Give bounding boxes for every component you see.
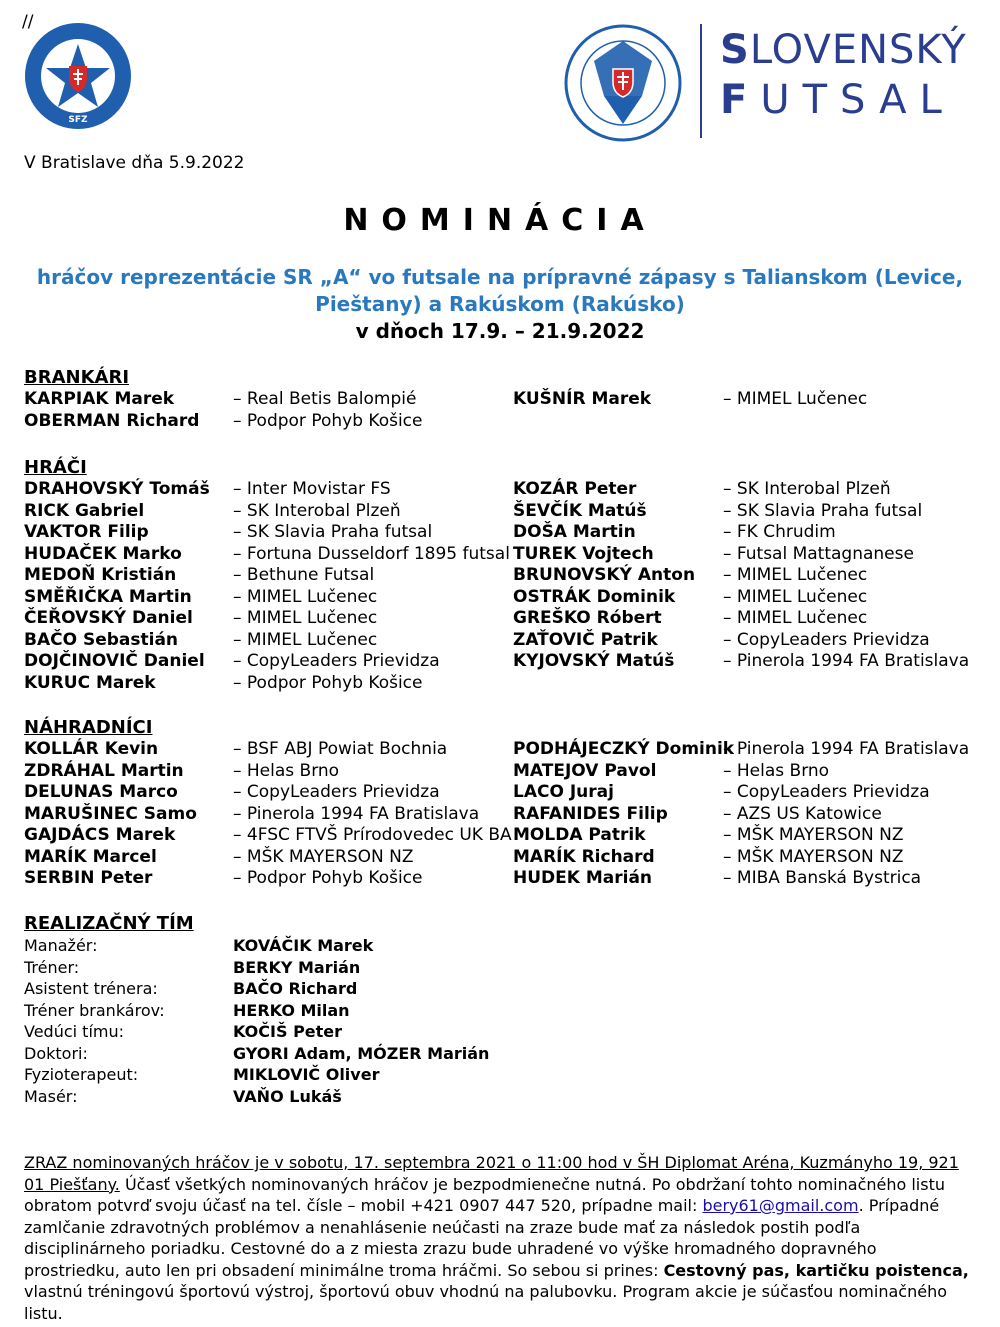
player-club: – MIMEL Lučenec — [723, 389, 868, 409]
player-name: SERBIN Peter — [24, 868, 153, 888]
player-club: – CopyLeaders Prievidza — [723, 782, 930, 802]
player-name: DOJČINOVIČ Daniel — [24, 651, 205, 671]
player-name: RAFANIDES Filip — [513, 803, 668, 824]
player-name: HUDAČEK Marko — [24, 543, 182, 564]
player-name: DELUNAS Marco — [24, 782, 178, 802]
footer-bold-items: Cestovný pas, kartičku poistenca, — [663, 1260, 969, 1280]
brand-first-letter-2: F — [720, 77, 761, 123]
player-club: – Pinerola 1994 FA Bratislava — [233, 803, 480, 824]
footer-text-3: vlastnú tréningovú športovú výstroj, športovú obuv vhodnú na palubovku. Program akcie je súčasťou nominačného listu. — [24, 1282, 947, 1323]
player-name: RICK Gabriel — [24, 500, 145, 521]
player-club: – SK Slavia Praha futsal — [723, 500, 923, 521]
player-name: ZAŤOVIČ Patrik — [513, 629, 658, 650]
player-club: – Real Betis Balompié — [233, 389, 417, 409]
staff-role: Doktori: — [24, 1043, 88, 1063]
brand-rest-1: LOVENSKÝ — [749, 27, 967, 73]
player-club: – MŠK MAYERSON NZ — [723, 846, 904, 867]
player-name: KUŠNÍR Marek — [513, 389, 652, 409]
player-club: – CopyLeaders Prievidza — [233, 782, 440, 802]
player-club: – Futsal Mattagnanese — [723, 543, 914, 564]
player-club: – Bethune Futsal — [233, 565, 375, 585]
slash-mark: // — [22, 12, 34, 32]
section-substitutes-heading: NÁHRADNÍCI — [24, 717, 153, 738]
staff-name: MIKLOVIČ Oliver — [233, 1065, 380, 1084]
player-club: – MIMEL Lučenec — [233, 586, 378, 607]
document-date: V Bratislave dňa 5.9.2022 — [24, 153, 245, 173]
subtitle-dates: v dňoch 17.9. – 21.9.2022 — [355, 319, 645, 343]
player-club: – 4FSC FTVŠ Prírodovedec UK BA — [233, 825, 512, 845]
staff-name: HERKO Milan — [233, 1000, 350, 1020]
staff-name: GYORI Adam, MÓZER Marián — [233, 1043, 490, 1063]
brand-rest-2: UTSAL — [760, 77, 955, 123]
player-name: MOLDA Patrik — [513, 825, 646, 845]
staff-name: KOČIŠ Peter — [233, 1022, 343, 1041]
player-club: – Podpor Pohyb Košice — [233, 868, 423, 888]
subtitle-line-1: hráčov reprezentácie SR „A“ vo futsale na prípravné zápasy s Talianskom (Levice, — [36, 265, 964, 289]
staff-role: Manažér: — [24, 936, 98, 955]
brand-divider — [700, 24, 702, 138]
player-club: – Inter Movistar FS — [233, 479, 391, 499]
brand-wordmark — [720, 27, 967, 123]
staff-name: KOVÁČIK Marek — [233, 936, 374, 955]
document-title: NOMINÁCIA — [343, 203, 657, 238]
staff-role: Asistent trénera: — [24, 979, 158, 998]
player-name: MEDOŇ Kristián — [24, 565, 177, 585]
player-name: KARPIAK Marek — [24, 389, 175, 409]
player-name: ŠEVČÍK Matúš — [513, 500, 647, 521]
player-name: VAKTOR Filip — [24, 522, 149, 542]
player-name: KOLLÁR Kevin — [24, 739, 159, 759]
footer-paragraph — [24, 1152, 969, 1324]
player-club: – MIMEL Lučenec — [233, 608, 378, 628]
player-name: MARÍK Marcel — [24, 846, 157, 867]
player-club: – MIBA Banská Bystrica — [723, 868, 922, 888]
player-club: – MIMEL Lučenec — [723, 586, 868, 607]
section-players-heading: HRÁČI — [24, 457, 87, 478]
player-name: OBERMAN Richard — [24, 410, 200, 431]
player-name: MARUŠINEC Samo — [24, 803, 197, 824]
player-club: – Podpor Pohyb Košice — [233, 672, 423, 693]
player-club: – Podpor Pohyb Košice — [233, 410, 423, 431]
player-name: DRAHOVSKÝ Tomáš — [24, 479, 210, 499]
player-club: – MŠK MAYERSON NZ — [723, 825, 904, 845]
player-club: – Pinerola 1994 FA Bratislava — [723, 739, 970, 759]
sfz-logo — [24, 22, 132, 130]
player-club: – CopyLeaders Prievidza — [723, 629, 930, 650]
staff-name: BERKY Marián — [233, 957, 361, 977]
svg-text:SFZ: SFZ — [68, 115, 88, 125]
player-name: SMĚŘIČKA Martin — [24, 586, 192, 607]
player-name: KURUC Marek — [24, 672, 156, 693]
staff-name: VAŇO Lukáš — [233, 1086, 342, 1106]
player-club: – MIMEL Lučenec — [723, 565, 868, 585]
player-club: – MŠK MAYERSON NZ — [233, 846, 414, 867]
player-club: – MIMEL Lučenec — [233, 629, 378, 650]
player-name: ZDRÁHAL Martin — [24, 760, 184, 781]
player-club: – SK Slavia Praha futsal — [233, 522, 433, 542]
player-name: MARÍK Richard — [513, 846, 655, 867]
player-name: GAJDÁCS Marek — [24, 825, 176, 845]
player-club: – Pinerola 1994 FA Bratislava — [723, 651, 970, 671]
footer-meeting-info: ZRAZ nominovaných hráčov je v sobotu, 17. septembra 2021 o 11:00 hod v ŠH Diplomat Aréna, Kuzmányho 19, 921 01 Piešťany. — [24, 1153, 959, 1194]
player-club: – Fortuna Dusseldorf 1895 futsal — [233, 543, 510, 564]
staff-role: Tréner: — [24, 957, 80, 977]
brand-first-letter-1: S — [720, 27, 750, 73]
staff-role: Masér: — [24, 1086, 78, 1106]
player-name: PODHÁJECZKÝ Dominik — [513, 739, 735, 759]
player-name: HUDEK Marián — [513, 868, 653, 888]
player-name: OSTRÁK Dominik — [513, 586, 676, 607]
futsal-logo — [564, 24, 682, 142]
staff-role: Fyzioterapeut: — [24, 1065, 139, 1084]
player-name: DOŠA Martin — [513, 522, 636, 542]
staff-role: Tréner brankárov: — [24, 1000, 165, 1020]
player-club: – SK Interobal Plzeň — [233, 500, 401, 521]
player-club: – Helas Brno — [723, 760, 830, 781]
email-link[interactable]: bery61@gmail.com — [702, 1196, 859, 1215]
staff-name: BAČO Richard — [233, 979, 358, 998]
footer-text-1: Účasť všetkých nominovaných hráčov je bezpodmienečne nutná. Po obdržaní tohto nominačného listu obratom potvrď svoju účasť na tel. čísle – mobil +421 0907 447 520, prípadne mail: — [24, 1174, 945, 1215]
player-name: TUREK Vojtech — [513, 543, 654, 564]
footer-text-2: . Prípadné zamlčanie zdravotných problémov a nenahlásenie neúčasti na zraze bude mať za následok postih podľa disciplinárneho poriadku. Cestovné do a z miesta zrazu bude uhradené vo výške hromadného dopravného prostriedku, auto len pri obsadení minimálne troma hráčmi. So sebou si prines: — [24, 1196, 940, 1280]
player-club: – FK Chrudim — [723, 522, 836, 542]
section-staff-heading: REALIZAČNÝ TÍM — [24, 913, 194, 934]
player-club: – Helas Brno — [233, 760, 340, 781]
player-club: – AZS US Katowice — [723, 803, 882, 824]
player-name: BRUNOVSKÝ Anton — [513, 565, 696, 585]
player-name: MATEJOV Pavol — [513, 760, 657, 781]
player-name: LACO Juraj — [513, 782, 614, 802]
player-club: – SK Interobal Plzeň — [723, 479, 891, 499]
subtitle-line-2: Pieštany) a Rakúskom (Rakúsko) — [315, 292, 685, 316]
player-club: – CopyLeaders Prievidza — [233, 651, 440, 671]
player-name: BAČO Sebastián — [24, 629, 179, 650]
player-club: – MIMEL Lučenec — [723, 608, 868, 628]
staff-role: Vedúci tímu: — [24, 1022, 125, 1041]
player-name: KOZÁR Peter — [513, 479, 637, 499]
player-name: KYJOVSKÝ Matúš — [513, 651, 675, 671]
player-name: GREŠKO Róbert — [513, 608, 662, 628]
player-club: – BSF ABJ Powiat Bochnia — [233, 739, 448, 759]
player-name: ČEŘOVSKÝ Daniel — [24, 608, 193, 628]
section-goalkeepers-heading: BRANKÁRI — [24, 367, 130, 388]
